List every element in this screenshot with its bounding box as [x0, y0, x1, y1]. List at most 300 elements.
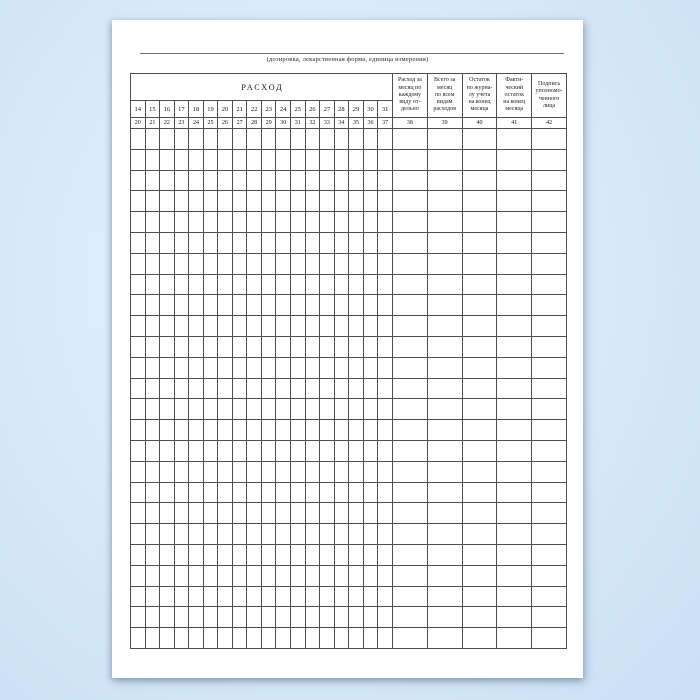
- column-index-cell: 41: [497, 118, 532, 129]
- grid-cell: [320, 129, 335, 150]
- grid-cell: [349, 191, 364, 212]
- grid-cell: [532, 565, 567, 586]
- grid-cell: [131, 191, 146, 212]
- grid-cell: [203, 336, 218, 357]
- grid-cell: [247, 149, 262, 170]
- grid-cell: [131, 253, 146, 274]
- column-index-cell: 24: [189, 118, 204, 129]
- grid-cell: [276, 212, 291, 233]
- grid-cell: [218, 212, 233, 233]
- grid-cell: [203, 212, 218, 233]
- grid-cell: [392, 357, 427, 378]
- day-number-cell: 24: [276, 101, 291, 118]
- grid-cell: [131, 295, 146, 316]
- grid-cell: [160, 357, 175, 378]
- grid-cell: [261, 503, 276, 524]
- grid-cell: [427, 586, 462, 607]
- grid-cell: [145, 191, 160, 212]
- grid-cell: [189, 586, 204, 607]
- grid-cell: [291, 336, 306, 357]
- summary-header-line: виду от-: [399, 99, 421, 106]
- grid-cell: [378, 482, 393, 503]
- grid-cell: [320, 149, 335, 170]
- grid-cell: [145, 482, 160, 503]
- grid-cell: [291, 232, 306, 253]
- grid-cell: [247, 129, 262, 150]
- grid-cell: [392, 544, 427, 565]
- grid-cell: [462, 336, 497, 357]
- grid-cell: [218, 170, 233, 191]
- grid-cell: [218, 357, 233, 378]
- day-number-cell: 17: [174, 101, 189, 118]
- grid-cell: [174, 503, 189, 524]
- grid-cell: [363, 378, 378, 399]
- grid-cell: [532, 170, 567, 191]
- summary-header-line: Остаток: [469, 77, 490, 84]
- grid-cell: [189, 482, 204, 503]
- grid-cell: [131, 565, 146, 586]
- grid-cell: [334, 461, 349, 482]
- grid-cell: [218, 336, 233, 357]
- grid-cell: [232, 129, 247, 150]
- grid-cell: [145, 212, 160, 233]
- grid-cell: [497, 212, 532, 233]
- grid-cell: [145, 232, 160, 253]
- grid-cell: [276, 274, 291, 295]
- grid-cell: [232, 440, 247, 461]
- summary-header-line: видам: [436, 99, 453, 106]
- grid-cell: [363, 212, 378, 233]
- grid-cell: [291, 378, 306, 399]
- summary-header-line: на конец: [468, 99, 491, 106]
- grid-cell: [363, 544, 378, 565]
- grid-cell: [232, 357, 247, 378]
- grid-cell: [145, 607, 160, 628]
- grid-cell: [131, 524, 146, 545]
- grid-cell: [232, 232, 247, 253]
- grid-cell: [203, 232, 218, 253]
- grid-cell: [276, 628, 291, 649]
- grid-cell: [378, 232, 393, 253]
- grid-cell: [189, 399, 204, 420]
- grid-cell: [203, 544, 218, 565]
- grid-cell: [189, 316, 204, 337]
- grid-cell: [378, 336, 393, 357]
- grid-cell: [174, 295, 189, 316]
- grid-cell: [363, 420, 378, 441]
- grid-cell: [462, 482, 497, 503]
- grid-cell: [232, 420, 247, 441]
- grid-cell: [247, 336, 262, 357]
- grid-cell: [291, 295, 306, 316]
- grid-cell: [349, 586, 364, 607]
- grid-cell: [276, 399, 291, 420]
- grid-cell: [131, 378, 146, 399]
- grid-cell: [189, 253, 204, 274]
- summary-column-header: [497, 74, 532, 118]
- grid-cell: [378, 149, 393, 170]
- grid-cell: [218, 232, 233, 253]
- grid-cell: [276, 378, 291, 399]
- grid-cell: [497, 586, 532, 607]
- grid-cell: [532, 191, 567, 212]
- grid-cell: [291, 565, 306, 586]
- grid-cell: [145, 170, 160, 191]
- grid-cell: [305, 129, 320, 150]
- grid-cell: [291, 170, 306, 191]
- grid-cell: [363, 586, 378, 607]
- grid-cell: [203, 191, 218, 212]
- summary-header-line: по журна-: [466, 84, 493, 91]
- grid-cell: [497, 253, 532, 274]
- grid-cell: [131, 607, 146, 628]
- grid-cell: [160, 503, 175, 524]
- summary-header-line: Факти-: [505, 77, 524, 84]
- grid-cell: [131, 357, 146, 378]
- grid-cell: [334, 628, 349, 649]
- column-index-cell: 40: [462, 118, 497, 129]
- grid-cell: [462, 316, 497, 337]
- grid-cell: [276, 357, 291, 378]
- day-number-cell: 23: [261, 101, 276, 118]
- grid-cell: [392, 482, 427, 503]
- grid-cell: [320, 399, 335, 420]
- grid-cell: [320, 316, 335, 337]
- grid-cell: [497, 378, 532, 399]
- grid-cell: [305, 316, 320, 337]
- grid-cell: [497, 440, 532, 461]
- grid-cell: [276, 253, 291, 274]
- grid-cell: [232, 378, 247, 399]
- grid-cell: [276, 129, 291, 150]
- day-number-cell: 31: [378, 101, 393, 118]
- grid-cell: [349, 170, 364, 191]
- grid-cell: [145, 503, 160, 524]
- grid-cell: [427, 191, 462, 212]
- grid-cell: [427, 149, 462, 170]
- grid-cell: [320, 440, 335, 461]
- grid-cell: [427, 482, 462, 503]
- column-index-cell: 22: [160, 118, 175, 129]
- grid-cell: [349, 461, 364, 482]
- grid-cell: [291, 399, 306, 420]
- grid-cell: [247, 378, 262, 399]
- grid-cell: [189, 461, 204, 482]
- grid-cell: [427, 378, 462, 399]
- grid-cell: [462, 149, 497, 170]
- summary-header-line: на конец: [503, 99, 526, 106]
- grid-cell: [462, 628, 497, 649]
- grid-cell: [427, 357, 462, 378]
- grid-cell: [363, 440, 378, 461]
- grid-row: [131, 253, 567, 274]
- grid-cell: [203, 524, 218, 545]
- grid-cell: [363, 565, 378, 586]
- grid-cell: [392, 503, 427, 524]
- grid-cell: [392, 628, 427, 649]
- grid-row: [131, 503, 567, 524]
- grid-cell: [145, 440, 160, 461]
- day-number-cell: 19: [203, 101, 218, 118]
- grid-row: [131, 420, 567, 441]
- grid-cell: [392, 274, 427, 295]
- grid-cell: [334, 170, 349, 191]
- grid-cell: [232, 149, 247, 170]
- grid-cell: [532, 336, 567, 357]
- grid-cell: [349, 129, 364, 150]
- grid-cell: [131, 440, 146, 461]
- grid-cell: [497, 149, 532, 170]
- grid-cell: [276, 482, 291, 503]
- expense-section-header: РАСХОД: [131, 74, 393, 101]
- grid-cell: [532, 586, 567, 607]
- grid-cell: [305, 149, 320, 170]
- grid-cell: [276, 295, 291, 316]
- grid-cell: [427, 607, 462, 628]
- grid-cell: [174, 482, 189, 503]
- grid-cell: [247, 399, 262, 420]
- grid-cell: [427, 399, 462, 420]
- grid-cell: [261, 482, 276, 503]
- grid-cell: [378, 357, 393, 378]
- grid-cell: [427, 524, 462, 545]
- grid-cell: [160, 149, 175, 170]
- grid-cell: [392, 295, 427, 316]
- grid-cell: [291, 524, 306, 545]
- grid-cell: [131, 129, 146, 150]
- grid-cell: [145, 378, 160, 399]
- grid-cell: [462, 586, 497, 607]
- grid-cell: [232, 253, 247, 274]
- grid-cell: [392, 378, 427, 399]
- grid-cell: [247, 544, 262, 565]
- grid-cell: [160, 482, 175, 503]
- grid-cell: [349, 482, 364, 503]
- grid-cell: [349, 440, 364, 461]
- grid-cell: [334, 212, 349, 233]
- grid-cell: [334, 232, 349, 253]
- grid-cell: [427, 274, 462, 295]
- grid-cell: [174, 399, 189, 420]
- grid-cell: [276, 524, 291, 545]
- grid-cell: [203, 440, 218, 461]
- grid-cell: [247, 524, 262, 545]
- summary-column-header: [532, 74, 567, 118]
- grid-cell: [378, 253, 393, 274]
- grid-cell: [532, 274, 567, 295]
- grid-cell: [427, 129, 462, 150]
- grid-cell: [349, 503, 364, 524]
- grid-cell: [349, 607, 364, 628]
- grid-cell: [462, 129, 497, 150]
- day-number-cell: 21: [232, 101, 247, 118]
- grid-cell: [189, 295, 204, 316]
- grid-cell: [532, 316, 567, 337]
- grid-cell: [363, 232, 378, 253]
- grid-cell: [305, 420, 320, 441]
- grid-row: [131, 170, 567, 191]
- grid-cell: [189, 232, 204, 253]
- grid-cell: [145, 357, 160, 378]
- grid-cell: [392, 399, 427, 420]
- column-index-cell: 32: [305, 118, 320, 129]
- caption-label: (дозировка, лекарственная форма, единица измерения): [266, 56, 429, 63]
- grid-cell: [160, 212, 175, 233]
- grid-cell: [160, 628, 175, 649]
- grid-cell: [131, 399, 146, 420]
- column-index-cell: 36: [363, 118, 378, 129]
- grid-cell: [349, 274, 364, 295]
- grid-cell: [363, 482, 378, 503]
- grid-cell: [131, 170, 146, 191]
- grid-row: [131, 440, 567, 461]
- grid-cell: [174, 628, 189, 649]
- grid-cell: [203, 586, 218, 607]
- column-index-cell: 37: [378, 118, 393, 129]
- grid-cell: [363, 399, 378, 420]
- grid-cell: [232, 628, 247, 649]
- grid-cell: [392, 316, 427, 337]
- grid-cell: [427, 316, 462, 337]
- grid-cell: [247, 628, 262, 649]
- grid-cell: [427, 232, 462, 253]
- grid-cell: [363, 628, 378, 649]
- grid-cell: [174, 170, 189, 191]
- grid-cell: [218, 461, 233, 482]
- grid-cell: [291, 586, 306, 607]
- grid-cell: [497, 336, 532, 357]
- grid-cell: [291, 149, 306, 170]
- grid-cell: [261, 399, 276, 420]
- grid-cell: [532, 212, 567, 233]
- grid-cell: [334, 253, 349, 274]
- grid-cell: [427, 628, 462, 649]
- grid-cell: [462, 420, 497, 441]
- grid-cell: [532, 524, 567, 545]
- grid-cell: [218, 524, 233, 545]
- grid-cell: [532, 482, 567, 503]
- grid-cell: [320, 544, 335, 565]
- grid-cell: [145, 420, 160, 441]
- grid-cell: [427, 170, 462, 191]
- day-number-cell: 14: [131, 101, 146, 118]
- grid-cell: [497, 191, 532, 212]
- grid-cell: [232, 565, 247, 586]
- grid-cell: [218, 378, 233, 399]
- grid-row: [131, 232, 567, 253]
- column-index-cell: 21: [145, 118, 160, 129]
- grid-cell: [291, 482, 306, 503]
- grid-cell: [247, 232, 262, 253]
- grid-cell: [291, 420, 306, 441]
- grid-cell: [363, 274, 378, 295]
- grid-cell: [232, 212, 247, 233]
- column-index-cell: 25: [203, 118, 218, 129]
- grid-cell: [160, 336, 175, 357]
- fill-in-line: [140, 53, 564, 54]
- grid-cell: [349, 232, 364, 253]
- grid-cell: [189, 129, 204, 150]
- grid-cell: [174, 232, 189, 253]
- grid-cell: [497, 295, 532, 316]
- grid-cell: [462, 191, 497, 212]
- grid-cell: [291, 212, 306, 233]
- grid-cell: [305, 544, 320, 565]
- grid-cell: [497, 524, 532, 545]
- grid-cell: [532, 461, 567, 482]
- grid-cell: [378, 565, 393, 586]
- grid-cell: [349, 212, 364, 233]
- grid-cell: [532, 399, 567, 420]
- grid-cell: [392, 461, 427, 482]
- grid-row: [131, 378, 567, 399]
- grid-cell: [334, 149, 349, 170]
- grid-cell: [232, 524, 247, 545]
- grid-cell: [160, 253, 175, 274]
- grid-cell: [145, 544, 160, 565]
- day-number-cell: 25: [291, 101, 306, 118]
- grid-cell: [247, 253, 262, 274]
- summary-header-line: Подпись: [538, 81, 561, 88]
- grid-cell: [174, 565, 189, 586]
- grid-cell: [462, 253, 497, 274]
- grid-cell: [334, 482, 349, 503]
- grid-cell: [247, 461, 262, 482]
- grid-cell: [334, 524, 349, 545]
- summary-header-line: дельно: [401, 106, 419, 113]
- column-index-cell: 20: [131, 118, 146, 129]
- grid-cell: [532, 357, 567, 378]
- summary-header-line: месяца: [470, 106, 489, 113]
- grid-cell: [160, 232, 175, 253]
- grid-cell: [305, 336, 320, 357]
- summary-header-line: месяц: [437, 84, 453, 91]
- grid-cell: [261, 544, 276, 565]
- grid-cell: [218, 607, 233, 628]
- day-number-cell: 20: [218, 101, 233, 118]
- grid-cell: [203, 461, 218, 482]
- grid-row: [131, 129, 567, 150]
- day-number-cell: 28: [334, 101, 349, 118]
- grid-cell: [291, 440, 306, 461]
- grid-cell: [247, 170, 262, 191]
- grid-cell: [392, 232, 427, 253]
- grid-cell: [392, 191, 427, 212]
- grid-cell: [320, 503, 335, 524]
- grid-cell: [261, 586, 276, 607]
- grid-cell: [160, 316, 175, 337]
- grid-cell: [392, 524, 427, 545]
- grid-cell: [160, 170, 175, 191]
- grid-cell: [349, 399, 364, 420]
- grid-cell: [145, 565, 160, 586]
- grid-cell: [378, 316, 393, 337]
- grid-cell: [145, 586, 160, 607]
- summary-header-line: месяца: [505, 106, 524, 113]
- grid-cell: [532, 149, 567, 170]
- day-number-cell: 22: [247, 101, 262, 118]
- grid-cell: [247, 503, 262, 524]
- day-number-cell: 16: [160, 101, 175, 118]
- column-index-cell: 27: [232, 118, 247, 129]
- grid-cell: [363, 253, 378, 274]
- grid-cell: [305, 586, 320, 607]
- day-number-cell: 27: [320, 101, 335, 118]
- grid-cell: [131, 420, 146, 441]
- grid-cell: [427, 420, 462, 441]
- grid-cell: [334, 607, 349, 628]
- grid-cell: [291, 274, 306, 295]
